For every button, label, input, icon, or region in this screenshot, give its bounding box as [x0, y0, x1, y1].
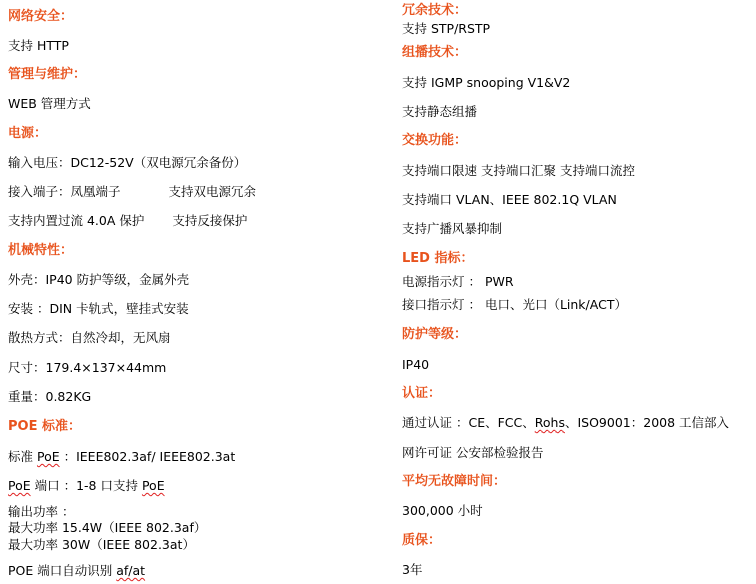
output-power-af: 最大功率 15.4W（IEEE 802.3af） [8, 520, 207, 535]
poe-standard-value: ：IEEE802.3af/ IEEE802.3at [59, 449, 236, 464]
protection-row [8, 213, 247, 229]
port-led-text: 接口指示灯 ： 电口、光口（Link/ACT） [402, 297, 627, 312]
protection-level-heading: 防护等级： [402, 327, 468, 342]
broadcast-storm-text: 支持广播风暴抑制 [402, 221, 503, 236]
ip40-text: IP40 [402, 357, 430, 372]
stp-rstp-text: 支持 STP/RSTP [402, 21, 491, 36]
http-support-text: 支持 HTTP [8, 38, 69, 53]
poe-port-text: 端口 ：1-8 口支持 [30, 478, 142, 493]
mtbf-value: 300,000 小时 [402, 503, 483, 518]
dual-power-text: 支持双电源冗余 [168, 184, 257, 199]
mtbf-heading: 平均无故障时间： [402, 474, 507, 489]
multicast-heading: 组播技术： [402, 45, 468, 60]
output-power-at: 最大功率 30W（IEEE 802.3at） [8, 537, 195, 552]
terminal-row [8, 184, 256, 200]
shell-text: 外壳：IP40 防护等级，金属外壳 [8, 272, 190, 287]
certification-heading: 认证： [402, 386, 442, 401]
right-column [402, 0, 752, 584]
overcurrent-text: 支持内置过流 4.0A 保护 [8, 213, 145, 228]
certification-rest: 、ISO9001：2008 工信部入 [564, 415, 730, 430]
network-security-heading: 网络安全： [8, 9, 74, 24]
certification-row [402, 415, 729, 431]
poe-term: PoE [36, 449, 60, 464]
poe-standard-row [8, 449, 235, 465]
power-led-text: 电源指示灯 ： PWR [402, 274, 514, 289]
terminal-type-text: 接入端子：凤凰端子 [8, 184, 121, 199]
web-management-text: WEB 管理方式 [8, 96, 91, 111]
certification-prefix: 通过认证 ：CE、FCC、 [402, 415, 535, 430]
poe-term: PoE [141, 478, 165, 493]
warranty-value: 3年 [402, 562, 423, 577]
poe-term: PoE [8, 478, 31, 493]
poe-standard-label: 标准 [8, 449, 37, 464]
port-features-text: 支持端口限速 支持端口汇聚 支持端口流控 [402, 163, 635, 178]
cooling-text: 散热方式：自然冷却，无风扇 [8, 330, 171, 345]
size-text: 尺寸：179.4×137×44mm [8, 360, 167, 375]
poe-port-row [8, 478, 165, 494]
left-column [8, 0, 388, 584]
mechanical-heading: 机械特性： [8, 243, 74, 258]
license-text: 网许可证 公安部检验报告 [402, 445, 544, 460]
switching-heading: 交换功能： [402, 133, 468, 148]
igmp-text: 支持 IGMP snooping V1&V2 [402, 75, 571, 90]
poe-standard-heading: POE 标准： [8, 419, 81, 434]
led-heading: LED 指标： [402, 251, 474, 266]
af-at-term: af/at [116, 563, 146, 578]
management-heading: 管理与维护： [8, 67, 87, 82]
poe-auto-detect-row [8, 563, 145, 579]
vlan-text: 支持端口 VLAN、IEEE 802.1Q VLAN [402, 192, 617, 207]
static-multicast-text: 支持静态组播 [402, 104, 478, 119]
input-voltage-text: 输入电压：DC12-52V（双电源冗余备份） [8, 155, 247, 170]
warranty-heading: 质保： [402, 533, 442, 548]
install-text: 安装 ：DIN 卡轨式，壁挂式安装 [8, 301, 189, 316]
output-power-label: 输出功率 ： [8, 504, 75, 519]
redundancy-heading: 冗余技术： [402, 3, 468, 18]
power-heading: 电源： [8, 126, 48, 141]
rohs-term: Rohs [534, 415, 565, 430]
poe-auto-detect-text: POE 端口自动识别 [8, 563, 117, 578]
weight-text: 重量：0.82KG [8, 389, 92, 404]
reverse-protect-text: 支持反接保护 [172, 213, 248, 228]
